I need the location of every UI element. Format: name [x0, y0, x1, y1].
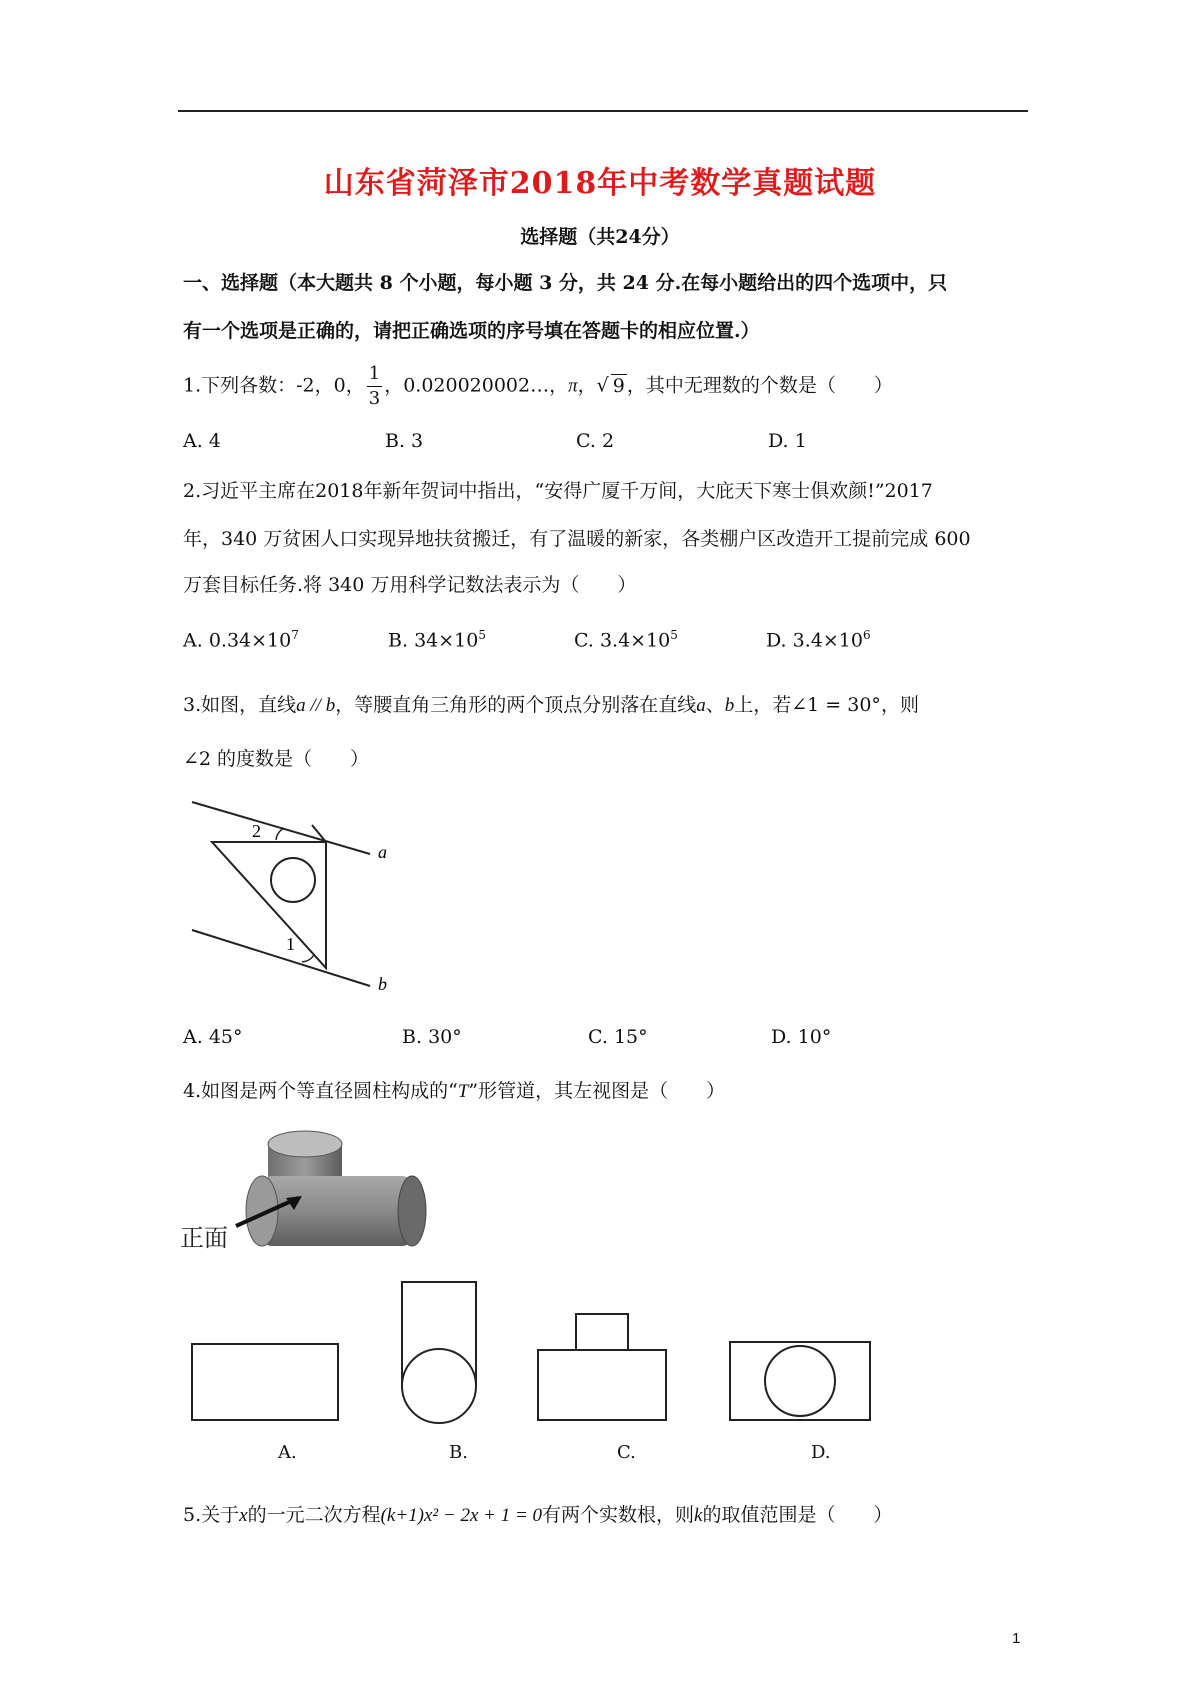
q3-option-c: C. 15° [588, 1026, 648, 1048]
question-5: 5.关于x的一元二次方程(k+1)x² − 2x + 1 = 0有两个实数根，则k的取值范围是（ ） [183, 1504, 893, 1526]
angle-2-arc [276, 828, 284, 840]
sqrt-symbol: √ [596, 374, 609, 397]
q4-option-b-label: B. [449, 1442, 468, 1463]
line-a-label: a [378, 842, 387, 862]
question-3-line1: 3.如图，直线a // b，等腰直角三角形的两个顶点分别落在直线a、b上，若∠1 = 30°，则 [183, 694, 919, 716]
fraction-one-third: $\frac{1}{3}$ [368, 363, 381, 409]
option-a-rectangle [192, 1344, 338, 1420]
question-1: 1.下列各数：-2，0， $\frac{1}{3}$ ，0.020020002…，π，√ 9 ，其中无理数的个数是（ ） [183, 363, 893, 409]
pi-symbol: π [568, 375, 578, 397]
option-c-bottom-rect [538, 1350, 666, 1420]
section-instruction-line1: 一、选择题（本大题共 8 个小题，每小题 3 分，共 24 分.在每小题给出的四个选项中，只 [183, 272, 948, 294]
question-2-line2: 年，340 万贫困人口实现异地扶贫搬迁，有了温暖的新家，各类棚户区改造开工提前完成 600 [183, 528, 971, 550]
q2-option-d: D. $3.4\times 10^6$ [766, 628, 871, 652]
triangle-hole-circle [271, 858, 315, 902]
line-b-label: b [378, 974, 387, 994]
q3-option-a: A. 45° [183, 1026, 243, 1048]
question-2-line3: 万套目标任务.将 340 万用科学记数法表示为（ ） [183, 574, 637, 596]
line-b [192, 930, 370, 986]
q1-option-c: C. 2 [576, 430, 615, 452]
question-4: 4.如图是两个等直径圆柱构成的“T”形管道，其左视图是（ ） [183, 1080, 726, 1102]
q4-option-c-label: C. [617, 1442, 636, 1463]
section-subtitle: 选择题（共24分） [520, 226, 680, 248]
q2-option-a: A. $0.34\times 10^7$ [183, 628, 299, 652]
vertical-cylinder-top [268, 1131, 342, 1157]
q2-option-b: B. $34\times 10^5$ [388, 628, 486, 652]
option-b-circle [402, 1349, 476, 1423]
right-triangle [212, 842, 326, 968]
angle-1-label: 1 [286, 934, 295, 954]
q1-option-d: D. 1 [768, 430, 807, 452]
sqrt-value: 9 [612, 374, 625, 397]
q1-option-a: A. 4 [183, 430, 221, 452]
q3-option-d: D. 10° [771, 1026, 832, 1048]
line-a [192, 802, 370, 854]
t-pipe-3d-figure [180, 1118, 440, 1258]
horizontal-cylinder [262, 1176, 412, 1246]
q4-option-a-label: A. [278, 1442, 297, 1463]
page-number: 1 [1012, 1630, 1021, 1647]
angle-1-arc [302, 955, 314, 962]
option-d-rectangle [730, 1342, 870, 1420]
page-title: 山东省菏泽市2018年中考数学真题试题 [323, 166, 877, 201]
q3-parallel-lines-figure [180, 790, 410, 1000]
q1-option-b: B. 3 [385, 430, 424, 452]
q2-option-c: C. $3.4\times 10^5$ [574, 628, 678, 652]
q3-option-b: B. 30° [402, 1026, 462, 1048]
front-label: 正面 [180, 1226, 228, 1252]
q4-options-figure [180, 1270, 900, 1450]
option-c-top-rect [576, 1314, 628, 1350]
question-3-line2: ∠2 的度数是（ ） [183, 748, 370, 770]
angle-2-label: 2 [252, 821, 261, 841]
q4-option-d-label: D. [811, 1442, 831, 1463]
option-d-circle [765, 1346, 835, 1416]
question-2-line1: 2.习近平主席在2018年新年贺词中指出，“安得广厦千万间，大庇天下寒士俱欢颜!”2017 [183, 480, 933, 502]
top-rule [178, 110, 1028, 112]
section-instruction-line2: 有一个选项是正确的，请把正确选项的序号填在答题卡的相应位置.） [183, 320, 760, 342]
